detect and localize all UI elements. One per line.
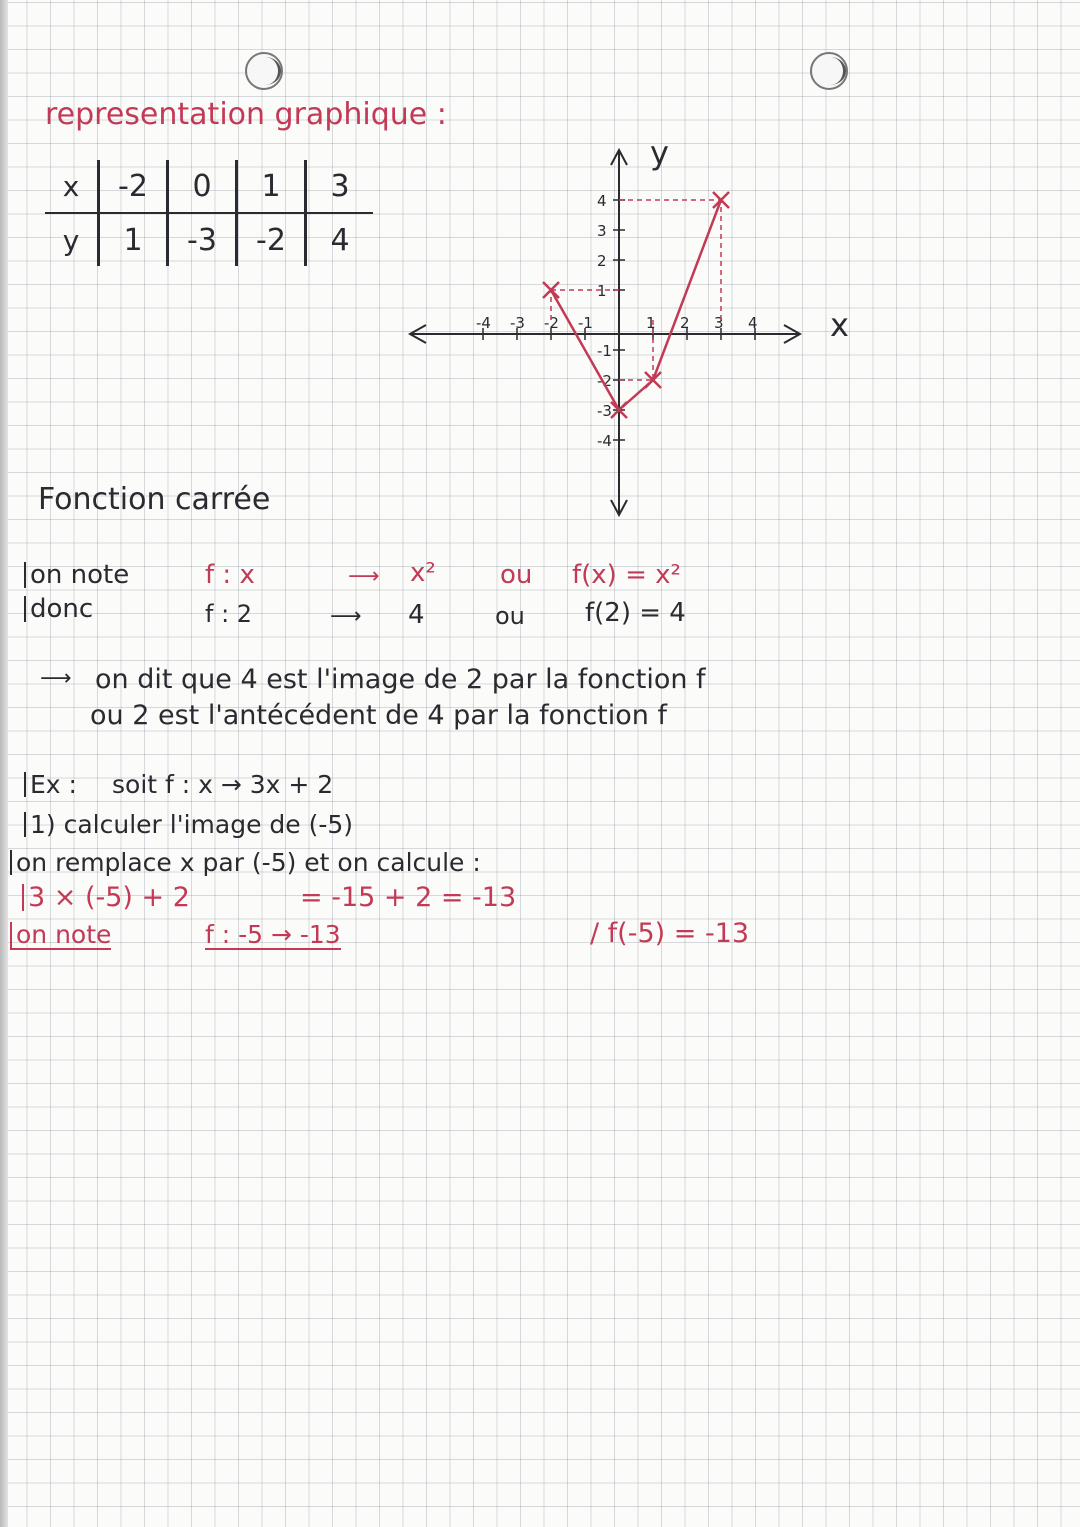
y-tick-label: -3 — [597, 402, 612, 420]
x-tick-label: 4 — [748, 314, 758, 332]
exercise-question: 1) calculer l'image de (-5) — [24, 812, 353, 837]
table-cell: 1 — [237, 160, 306, 213]
exercise-conclusion-a: f : -5 → -13 — [205, 920, 341, 949]
x-tick-label: 2 — [680, 314, 690, 332]
exercise-label: Ex : — [24, 772, 77, 797]
table-cell: 3 — [306, 160, 374, 213]
exercise-conclusion-b: / f(-5) = -13 — [590, 918, 750, 949]
table-cell: -2 — [99, 160, 168, 213]
x-tick-label: -1 — [578, 314, 593, 332]
table-x-label: x — [45, 160, 99, 213]
y-tick-label: -1 — [597, 342, 612, 360]
point-marker — [713, 192, 729, 208]
exercise-conclusion-label: on note — [10, 922, 111, 950]
graph-points — [543, 192, 729, 418]
x-tick-label: 1 — [646, 314, 656, 332]
y-tick-label: -4 — [597, 432, 612, 450]
notation-1-c: f(x) = x² — [572, 560, 681, 590]
graph-curve — [551, 200, 721, 410]
section-title: Fonction carrée — [38, 482, 271, 517]
table-cell: -3 — [168, 213, 237, 266]
heading: representation graphique : — [45, 97, 447, 132]
notation-2-or: ou — [495, 602, 525, 630]
notation-1-or: ou — [500, 560, 533, 590]
notation-1-b: x² — [410, 558, 436, 588]
y-tick-label: -2 — [597, 372, 612, 390]
notation-1-arrow: ⟶ — [348, 564, 380, 589]
definition-arrow: ⟶ — [40, 666, 72, 691]
table-y-label: y — [62, 223, 80, 257]
x-tick-label: 3 — [714, 314, 724, 332]
notation-label-1: on note — [24, 562, 129, 588]
notation-2-arrow: ⟶ — [330, 604, 362, 629]
definition-line-2: ou 2 est l'antécédent de 4 par la fonction f — [90, 700, 667, 731]
x-tick-label: -3 — [510, 314, 525, 332]
exercise-calc-b: = -15 + 2 = -13 — [300, 882, 517, 913]
notation-2-c: f(2) = 4 — [585, 598, 686, 628]
exercise-step-1: on remplace x par (-5) et on calcule : — [10, 850, 481, 875]
exercise-statement: soit f : x → 3x + 2 — [112, 770, 334, 799]
table-cell: -2 — [237, 213, 306, 266]
definition-line-1: on dit que 4 est l'image de 2 par la fonction f — [95, 664, 706, 695]
notation-2-a: f : 2 — [205, 600, 253, 628]
function-curve — [551, 200, 721, 410]
table-cell: 1 — [99, 213, 168, 266]
x-axis-label: x — [830, 306, 849, 344]
y-tick-label: 1 — [597, 282, 607, 300]
x-tick-label: -4 — [476, 314, 491, 332]
x-tick-label: -2 — [544, 314, 559, 332]
y-tick-label: 2 — [597, 252, 607, 270]
point-marker — [543, 282, 559, 298]
y-axis-label: y — [650, 134, 669, 172]
exercise-calc-a: 3 × (-5) + 2 — [22, 884, 190, 911]
notation-label-2: donc — [24, 596, 93, 622]
notation-2-b: 4 — [408, 600, 425, 630]
y-tick-label: 3 — [597, 222, 607, 240]
table-cell: 0 — [168, 160, 237, 213]
table-cell: 4 — [306, 213, 374, 266]
y-tick-label: 4 — [597, 192, 607, 210]
notation-1-a: f : x — [205, 560, 255, 590]
